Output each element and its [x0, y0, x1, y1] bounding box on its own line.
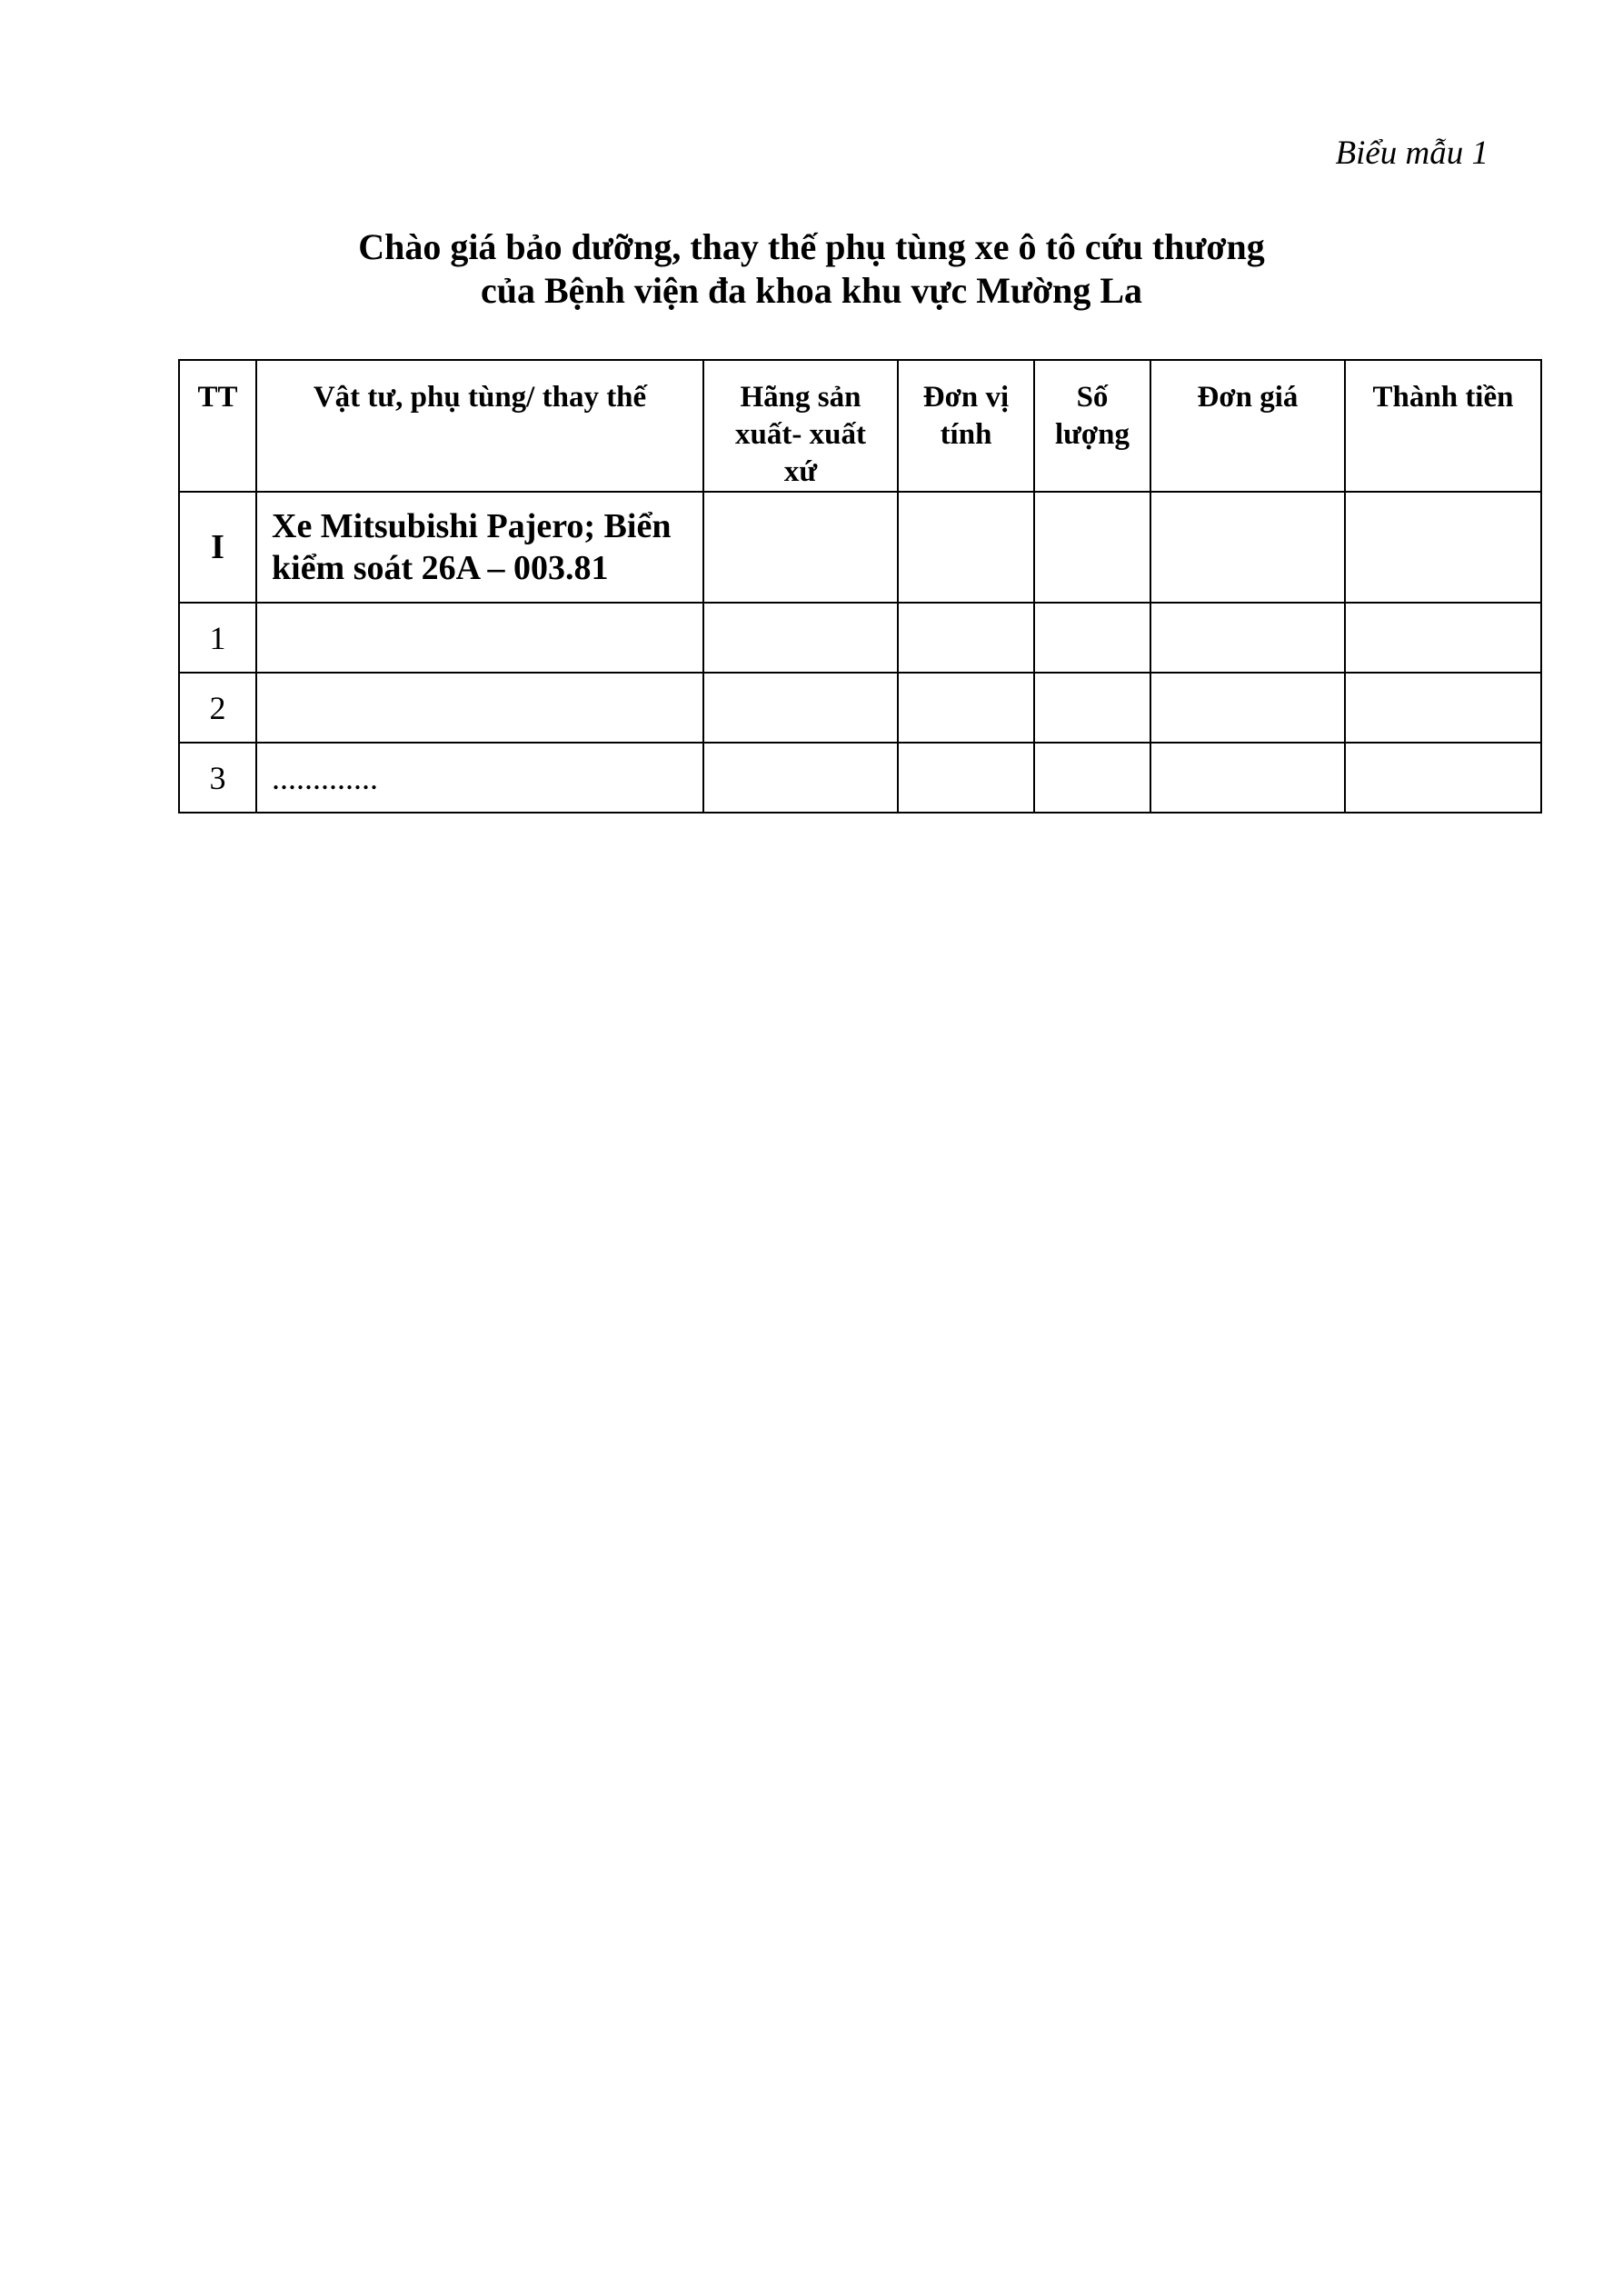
header-tt: TT	[179, 360, 256, 492]
header-unit: Đơn vị tính	[898, 360, 1034, 492]
table-cell	[1150, 603, 1345, 673]
table-cell	[898, 603, 1034, 673]
table-cell	[703, 673, 898, 743]
header-total: Thành tiền	[1345, 360, 1541, 492]
table-row	[179, 603, 1541, 673]
header-item: Vật tư, phụ tùng/ thay thế	[256, 360, 703, 492]
row-number: 3	[179, 743, 256, 813]
table-cell	[1034, 743, 1150, 813]
section-number: I	[179, 492, 256, 603]
quote-table	[178, 359, 1542, 814]
row-number: 1	[179, 603, 256, 673]
row-item: .............	[256, 743, 703, 813]
table-cell	[703, 743, 898, 813]
header-unit-price: Đơn giá	[1150, 360, 1345, 492]
table-cell	[1034, 673, 1150, 743]
header-row	[179, 360, 1541, 492]
table-cell	[1345, 673, 1541, 743]
table-cell	[1034, 603, 1150, 673]
document-title	[0, 225, 1623, 313]
row-item	[256, 673, 703, 743]
table-cell	[1345, 492, 1541, 603]
title-line-2: của Bệnh viện đa khoa khu vực Mường La	[480, 270, 1143, 311]
section-name: Xe Mitsubishi Pajero; Biển kiểm soát 26A – 003.81	[256, 492, 703, 603]
title-line-1: Chào giá bảo dưỡng, thay thế phụ tùng xe ô tô cứu thương	[358, 226, 1265, 267]
table-cell	[1150, 743, 1345, 813]
row-number: 2	[179, 673, 256, 743]
table-cell	[1150, 673, 1345, 743]
table-cell	[703, 603, 898, 673]
table-cell	[1345, 603, 1541, 673]
row-item	[256, 603, 703, 673]
table-cell	[703, 492, 898, 603]
table-cell	[898, 673, 1034, 743]
table-cell	[1034, 492, 1150, 603]
section-row	[179, 492, 1541, 603]
table-cell	[1150, 492, 1345, 603]
table-cell	[898, 743, 1034, 813]
header-manufacturer: Hãng sản xuất- xuất xứ	[703, 360, 898, 492]
table-row	[179, 673, 1541, 743]
table-row	[179, 743, 1541, 813]
header-quantity: Số lượng	[1034, 360, 1150, 492]
table-cell	[898, 492, 1034, 603]
table-cell	[1345, 743, 1541, 813]
form-label: Biểu mẫu 1	[1335, 135, 1489, 172]
